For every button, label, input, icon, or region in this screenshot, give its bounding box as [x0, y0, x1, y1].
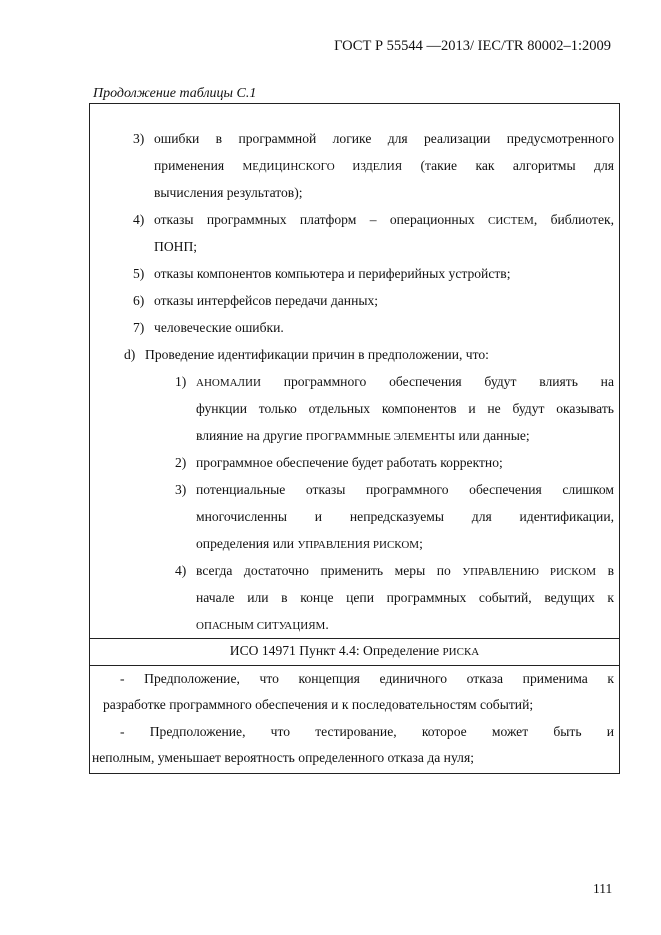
assumption-1-line-2: разработке программного обеспечения и к последовательностям событий;	[103, 697, 534, 712]
item-6-number: 6)	[133, 293, 145, 308]
table-c1	[89, 103, 620, 774]
item-d4-number: 4)	[175, 563, 187, 578]
item-6-text: отказы интерфейсов передачи данных;	[154, 293, 379, 308]
item-4-line-2: ПОНП;	[154, 239, 198, 254]
item-5-text: отказы компонентов компьютера и периферийных устройств;	[154, 266, 511, 281]
item-d1-number: 1)	[175, 374, 187, 389]
section-divider-bottom	[90, 665, 619, 666]
document-number-header: ГОСТ Р 55544 —2013/ IEC/TR 80002–1:2009	[334, 38, 611, 54]
assumption-1-line-1: - Предположение, что концепция единичного отказа применима к	[120, 671, 614, 686]
item-d1-line-3: влияние на другие ПРОГРАММНЫЕ ЭЛЕМЕНТЫ или данные;	[196, 428, 530, 443]
item-5-number: 5)	[133, 266, 145, 281]
section-divider-top	[90, 638, 619, 639]
item-d1-line-1: АНОМАЛИИ программного обеспечения будут влиять на	[196, 374, 614, 389]
assumption-2-line-2: неполным, уменьшает вероятность определенного отказа да нуля;	[92, 750, 474, 765]
assumption-2-line-1: - Предположение, что тестирование, которое может быть и	[120, 724, 614, 739]
item-d2-number: 2)	[175, 455, 187, 470]
item-7-text: человеческие ошибки.	[154, 320, 284, 335]
item-d2-text: программное обеспечение будет работать корректно;	[196, 455, 503, 470]
item-3-line-2: применения МЕДИЦИНСКОГО ИЗДЕЛИЯ (такие как алгоритмы для	[154, 158, 614, 173]
section-title: ИСО 14971 Пункт 4.4: Определение РИСКА	[229, 643, 480, 658]
item-4-line-1: отказы программных платформ – операционных СИСТЕМ, библиотек,	[154, 212, 614, 227]
item-d4-line-2: начале или в конце цепи программных событий, ведущих к	[196, 590, 614, 605]
item-3-line-3: вычисления результатов);	[154, 185, 303, 200]
item-3-number: 3)	[133, 131, 145, 146]
item-d1-line-2: функции только отдельных компонентов и не будут оказывать	[196, 401, 614, 416]
item-d3-line-1: потенциальные отказы программного обеспечения слишком	[196, 482, 614, 497]
item-3-line-1: ошибки в программной логике для реализации предусмотренного	[154, 131, 614, 146]
item-7-number: 7)	[133, 320, 145, 335]
item-d3-line-3: определения или УПРАВЛЕНИЯ РИСКОМ;	[196, 536, 423, 551]
item-d-text: Проведение идентификации причин в предположении, что:	[145, 347, 489, 362]
item-d-label: d)	[124, 347, 136, 362]
item-d3-line-2: многочисленны и непредсказуемы для идентификации,	[196, 509, 614, 524]
item-d4-line-1: всегда достаточно применить меры по УПРАВЛЕНИЮ РИСКОМ в	[196, 563, 614, 578]
table-continuation-label: Продолжение таблицы С.1	[93, 86, 257, 101]
page-number: 111	[593, 881, 613, 896]
item-d4-line-3: ОПАСНЫМ СИТУАЦИЯМ.	[196, 617, 329, 632]
item-4-number: 4)	[133, 212, 145, 227]
item-d3-number: 3)	[175, 482, 187, 497]
